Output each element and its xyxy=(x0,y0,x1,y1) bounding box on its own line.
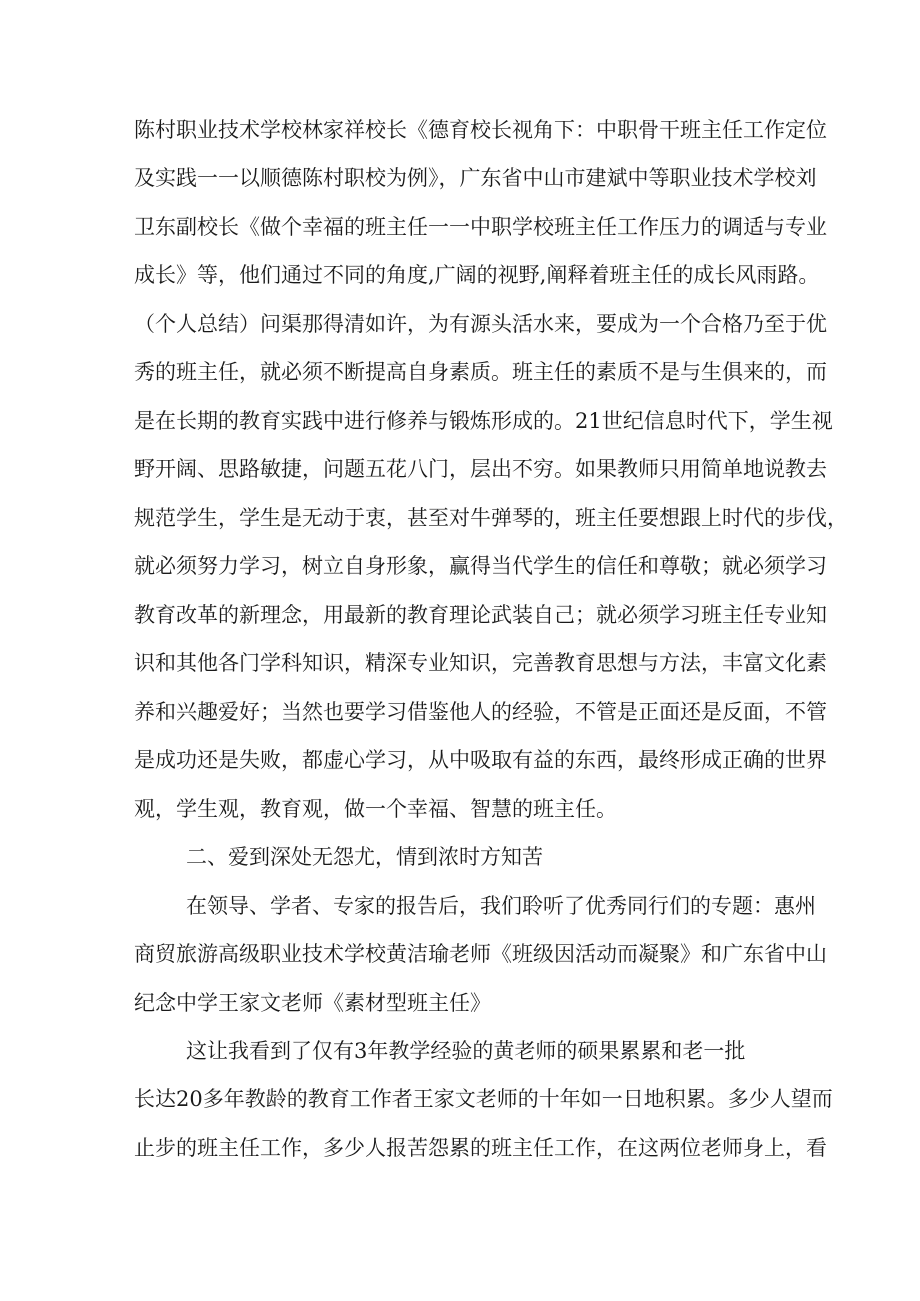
paragraph-2-line: 观，学生观，教育观，做一个幸福、智慧的班主任。 xyxy=(134,797,617,821)
paragraph-3-line: 商贸旅游高级职业技术学校黄洁瑜老师《班级因活动而凝聚》和广东省中山 xyxy=(134,942,827,966)
paragraph-2-line: 是成功还是失败，都虚心学习，从中吸取有益的东西，最终形成正确的世界 xyxy=(134,748,827,772)
paragraph-1-line: 陈村职业技术学校林家祥校长《德育校长视角下：中职骨干班主任工作定位 xyxy=(134,118,827,142)
paragraph-2-line: 识和其他各门学科知识，精深专业知识，完善教育思想与方法，丰富文化素 xyxy=(134,651,827,675)
paragraph-2-line: 规范学生，学生是无动于衷，甚至对牛弹琴的，班主任要想跟上时代的步伐， xyxy=(134,506,848,530)
paragraph-2-line: 秀的班主任，就必须不断提高自身素质。班主任的素质不是与生俱来的，而 xyxy=(134,360,827,384)
paragraph-2-line: 是在长期的教育实践中进行修养与锻炼形成的。21世纪信息时代下，学生视 xyxy=(134,409,833,433)
paragraph-2-line: 野开阔、思路敏捷，问题五花八门，层出不穷。如果教师只用简单地说教去 xyxy=(134,457,827,481)
paragraph-4-line: 长达20多年教龄的教育工作者王家文老师的十年如一日地积累。多少人望而 xyxy=(134,1087,833,1111)
paragraph-3-line: 在领导、学者、专家的报告后，我们聆听了优秀同行们的专题：惠州 xyxy=(186,894,816,918)
paragraph-2-line: 就必须努力学习，树立自身形象，赢得当代学生的信任和尊敬；就必须学习 xyxy=(134,554,827,578)
paragraph-2-line: （个人总结）问渠那得清如许，为有源头活水来，要成为一个合格乃至于优 xyxy=(134,312,827,336)
paragraph-2-line: 养和兴趣爱好；当然也要学习借鉴他人的经验，不管是正面还是反面，不管 xyxy=(134,700,827,724)
paragraph-1-line: 及实践一一以顺德陈村职校为例》，广东省中山市建斌中等职业技术学校刘 xyxy=(134,166,817,190)
section-heading: 二、爱到深处无怨尤，情到浓时方知苦 xyxy=(186,845,543,869)
paragraph-4-line: 这让我看到了仅有3年教学经验的黄老师的硕果累累和老一批 xyxy=(186,1039,746,1063)
paragraph-1-line: 成长》等，他们通过不同的角度,广阔的视野,阐释着班主任的成长风雨路。 xyxy=(134,263,820,287)
paragraph-4-line: 止步的班主任工作，多少人报苦怨累的班主任工作，在这两位老师身上，看 xyxy=(134,1136,827,1160)
paragraph-2-line: 教育改革的新理念，用最新的教育理论武装自己；就必须学习班主任专业知 xyxy=(134,603,827,627)
paragraph-1-line: 卫东副校长《做个幸福的班主任一一中职学校班主任工作压力的调适与专业 xyxy=(134,215,827,239)
paragraph-3-line: 纪念中学王家文老师《素材型班主任》 xyxy=(134,991,491,1015)
